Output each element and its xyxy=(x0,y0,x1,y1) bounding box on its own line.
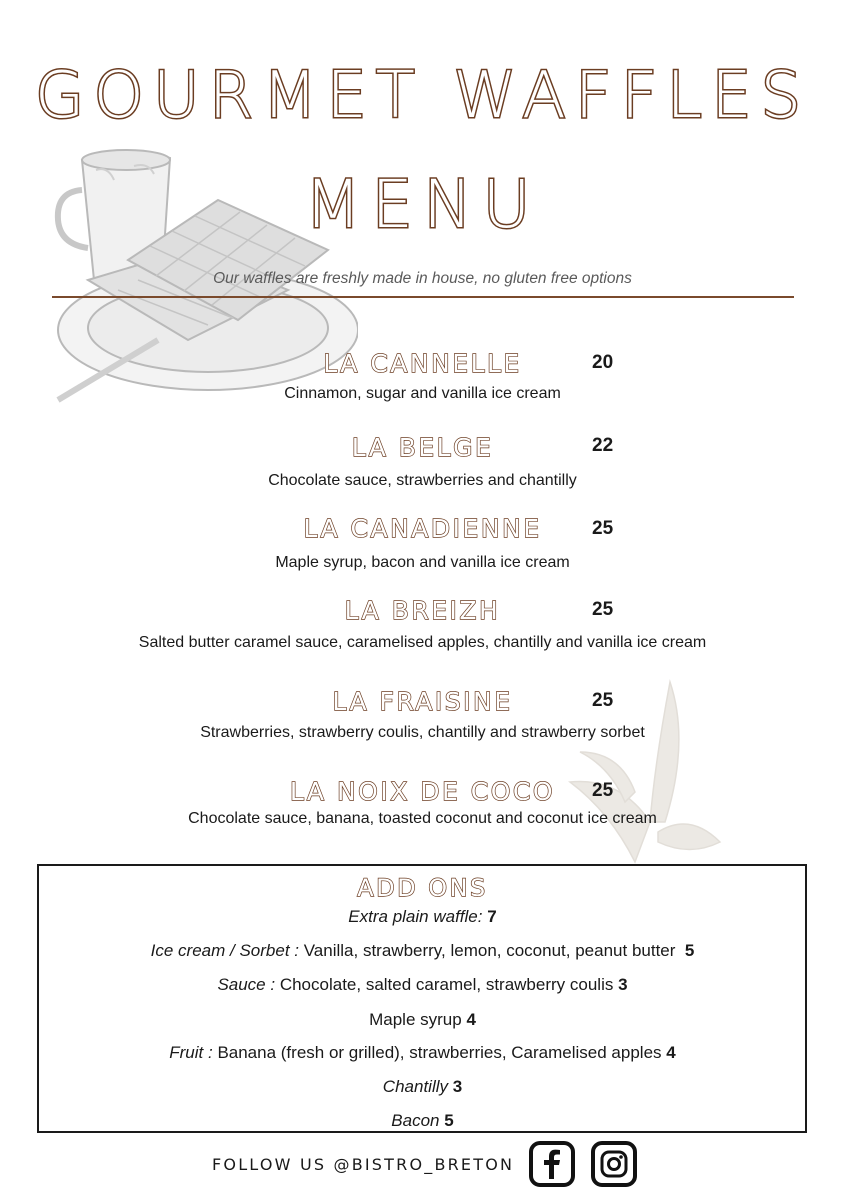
menu-item-price: 25 xyxy=(592,780,614,801)
addon-label: Chantilly xyxy=(382,1077,448,1096)
menu-item-name: LA CANADIENNE xyxy=(303,514,542,543)
addon-price: 5 xyxy=(684,941,695,960)
addon-price: 4 xyxy=(666,1043,676,1062)
addon-label: Bacon xyxy=(391,1111,440,1130)
addon-text: Vanilla, strawberry, lemon, coconut, peanut butter xyxy=(303,941,676,960)
addons-title: ADD ONS xyxy=(357,874,488,902)
menu-item-description: Chocolate sauce, strawberries and chantilly xyxy=(268,472,577,489)
page-subtitle-menu: MENU xyxy=(304,166,541,243)
addon-extra-waffle xyxy=(40,907,805,927)
menu-item-price: 25 xyxy=(592,690,614,711)
addon-price: 5 xyxy=(444,1111,454,1130)
menu-item-description: Maple syrup, bacon and vanilla ice cream xyxy=(275,554,570,571)
addon-sauce xyxy=(40,975,805,995)
addon-text: Chocolate, salted caramel, strawberry coulis xyxy=(279,975,614,994)
menu-item-price: 25 xyxy=(592,599,614,620)
addon-ice-cream xyxy=(40,941,805,961)
addon-text: Banana (fresh or grilled), strawberries, Caramelised apples xyxy=(217,1043,662,1062)
addon-price: 4 xyxy=(466,1010,476,1029)
menu-item-name: LA NOIX DE COCO xyxy=(289,777,556,806)
addon-price: 3 xyxy=(618,975,628,994)
menu-item-description: Strawberries, strawberry coulis, chantilly and strawberry sorbet xyxy=(200,724,645,741)
menu-item-description: Salted butter caramel sauce, caramelised apples, chantilly and vanilla ice cream xyxy=(138,634,707,651)
facebook-icon[interactable] xyxy=(529,1141,575,1187)
addon-label: Extra plain waffle: xyxy=(348,907,483,926)
menu-item-description: Cinnamon, sugar and vanilla ice cream xyxy=(284,385,561,402)
page-title: GOURMET WAFFLES xyxy=(34,59,811,133)
addon-text: Maple syrup xyxy=(369,1010,462,1029)
addon-label: Ice cream / Sorbet : xyxy=(150,941,299,960)
menu-item-price: 20 xyxy=(592,352,614,373)
addon-maple-syrup xyxy=(40,1010,805,1030)
menu-item-name: LA BELGE xyxy=(351,433,494,462)
addon-chantilly xyxy=(40,1077,805,1097)
header-divider xyxy=(52,296,794,298)
menu-item-name: LA BREIZH xyxy=(344,596,501,625)
tagline: Our waffles are freshly made in house, no gluten free options xyxy=(213,270,632,287)
addon-bacon xyxy=(40,1111,805,1131)
addon-fruit xyxy=(40,1043,805,1063)
instagram-icon[interactable] xyxy=(591,1141,637,1187)
addon-price: 7 xyxy=(487,907,497,926)
addon-price: 3 xyxy=(452,1077,463,1096)
addon-label: Sauce : xyxy=(217,975,276,994)
menu-item-description: Chocolate sauce, banana, toasted coconut and coconut ice cream xyxy=(188,810,657,827)
menu-item-price: 25 xyxy=(592,518,614,539)
addon-label: Fruit : xyxy=(169,1043,213,1062)
menu-item-name: LA FRAISINE xyxy=(332,687,513,716)
menu-item-price: 22 xyxy=(592,435,614,456)
menu-item-name: LA CANNELLE xyxy=(323,349,522,378)
follow-us-text: FOLLOW US @BISTRO_BRETON xyxy=(212,1155,515,1174)
